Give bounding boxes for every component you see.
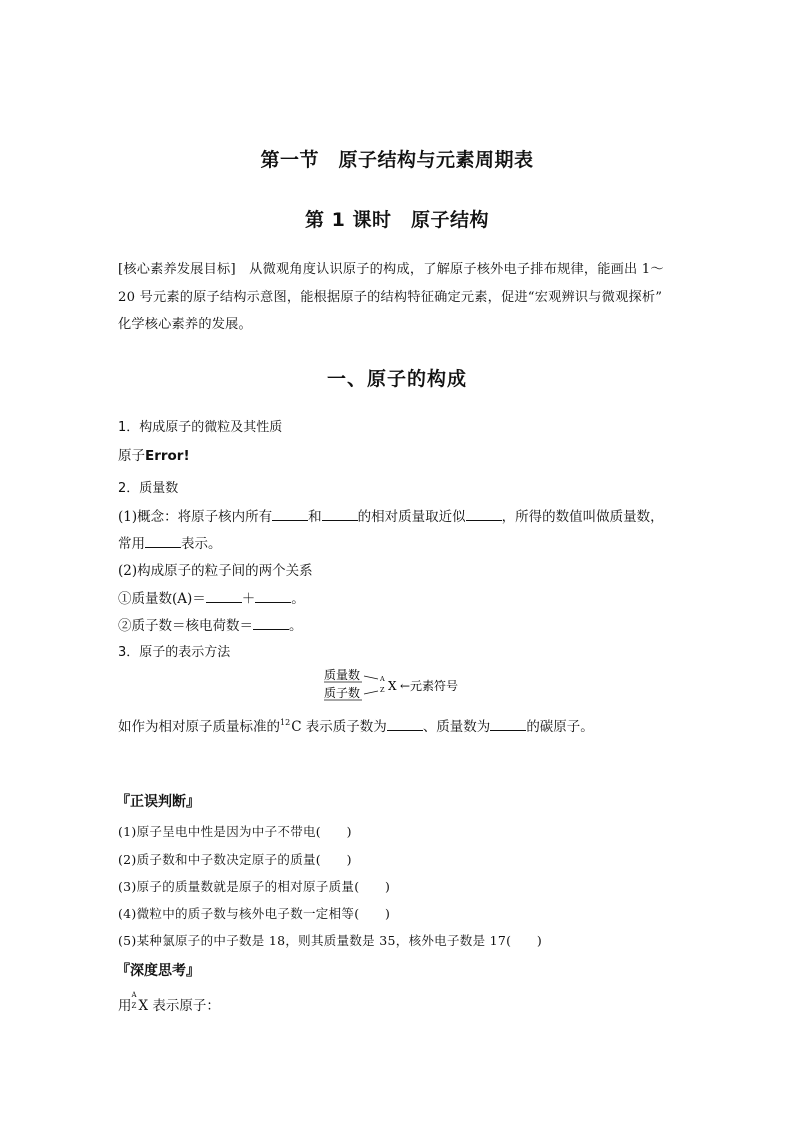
judge-heading: 『正误判断』 xyxy=(116,794,200,810)
example-line xyxy=(118,715,594,735)
sub-z: Z xyxy=(380,686,385,694)
rel2-text-b: 。 xyxy=(289,618,303,634)
atom-notation-diagram xyxy=(318,666,478,702)
proton-number-label: 质子数 xyxy=(324,686,361,700)
rel1-text-a: ①质量数(A)＝ xyxy=(118,591,206,607)
concept2-text-a: 常用 xyxy=(118,536,145,552)
relation-1 xyxy=(118,587,305,607)
atom-error-line xyxy=(118,444,190,464)
think-text-b: X 表示原子： xyxy=(138,998,220,1014)
relation-2 xyxy=(118,614,303,634)
judge-item-2: (2)质子数和中子数决定原子的质量( ) xyxy=(118,852,352,867)
example-text-c: 、质量数为 xyxy=(422,719,491,735)
relation-title: (2)构成原子的粒子间的两个关系 xyxy=(118,563,313,579)
blank-3[interactable] xyxy=(466,508,502,521)
item-3-heading: 3．原子的表示方法 xyxy=(118,645,231,660)
mass-arrow xyxy=(364,676,378,679)
concept-line-1 xyxy=(118,505,664,525)
sup-a: A xyxy=(380,675,385,683)
core-goal-line-2: 20 号元素的原子结构示意图，能根据原子的结构特征确定元素，促进“宏观辨识与微观探析” xyxy=(118,290,663,305)
blank-2[interactable] xyxy=(322,508,358,521)
concept2-text-b: 表示。 xyxy=(181,536,222,552)
think-heading: 『深度思考』 xyxy=(116,963,200,979)
judge-item-1: (1)原子呈电中性是因为中子不带电( ) xyxy=(118,824,352,839)
element-symbol: X xyxy=(388,679,397,693)
example-text-a: 如作为相对原子质量标准的 xyxy=(118,719,280,735)
core-goal-line-3: 化学核心素养的发展。 xyxy=(118,317,252,332)
judge-item-3: (3)原子的质量数就是原子的相对原子质量( ) xyxy=(118,879,391,894)
element-symbol-label: ←元素符号 xyxy=(400,679,459,693)
blank-8[interactable] xyxy=(387,718,423,731)
section-title: 第一节 原子结构与元素周期表 xyxy=(260,149,534,171)
think-az-script xyxy=(131,991,139,1010)
blank-1[interactable] xyxy=(272,508,308,521)
example-sup: 12 xyxy=(280,718,291,727)
error-text: Error! xyxy=(145,448,190,464)
proton-arrow xyxy=(364,691,378,694)
blank-7[interactable] xyxy=(253,617,289,630)
rel2-text-a: ②质子数＝核电荷数＝ xyxy=(118,618,253,634)
think-line xyxy=(118,991,220,1014)
rel1-text-b: ＋ xyxy=(241,591,256,607)
concept-line-2 xyxy=(118,532,222,552)
atom-prefix: 原子 xyxy=(118,448,145,464)
rel1-text-c: 。 xyxy=(291,591,305,607)
concept-text-c: 的相对质量取近似 xyxy=(357,509,466,525)
example-text-d: 的碳原子。 xyxy=(526,719,594,735)
concept-text-d: ，所得的数值叫做质量数， xyxy=(501,509,664,525)
concept-text-a: (1)概念：将原子核内所有 xyxy=(118,509,273,525)
think-sup-a: A xyxy=(131,991,137,999)
example-text-b: C 表示质子数为 xyxy=(291,719,387,735)
item-2-heading: 2．质量数 xyxy=(118,481,179,496)
judge-item-5: (5)某种氯原子的中子数是 18，则其质量数是 35，核外电子数是 17( ) xyxy=(118,933,543,948)
concept-text-b: 和 xyxy=(308,509,322,525)
think-text-a: 用 xyxy=(118,998,132,1014)
lesson-title: 第 1 课时 原子结构 xyxy=(305,209,489,231)
part-heading: 一、原子的构成 xyxy=(326,368,467,390)
blank-4[interactable] xyxy=(145,535,181,548)
blank-9[interactable] xyxy=(490,718,526,731)
core-goal-line-1: [核心素养发展目标] 从微观角度认识原子的构成，了解原子核外电子排布规律，能画出 1～ xyxy=(118,262,664,277)
item-1-heading: 1．构成原子的微粒及其性质 xyxy=(118,420,283,435)
think-sub-z: Z xyxy=(131,1002,137,1010)
blank-5[interactable] xyxy=(206,590,242,603)
judge-item-4: (4)微粒中的质子数与核外电子数一定相等( ) xyxy=(118,906,391,921)
mass-number-label: 质量数 xyxy=(324,668,361,682)
blank-6[interactable] xyxy=(255,590,291,603)
